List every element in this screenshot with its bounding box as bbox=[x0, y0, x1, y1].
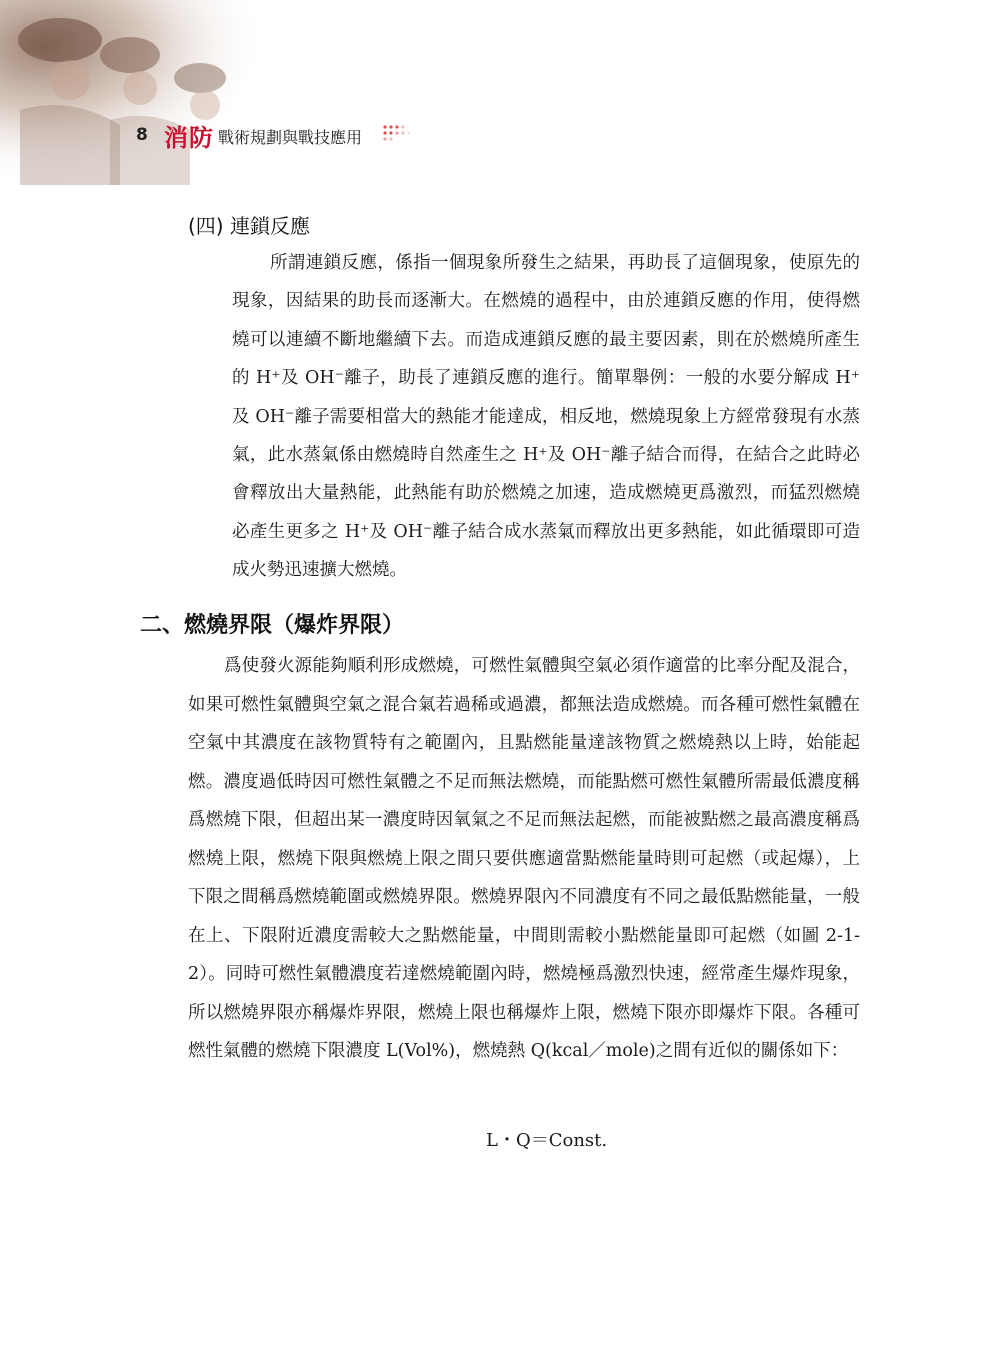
dot-grid-icon bbox=[382, 124, 410, 144]
section-paragraph: 爲使發火源能夠順利形成燃燒，可燃性氣體與空氣必須作適當的比率分配及混合，如果可燃性氣體與空氣之混合氣若過稀或過濃，都無法造成燃燒。而各種可燃性氣體在空氣中其濃度在該物質特有之範圍內，且點燃能量達該物質之燃燒熱以上時，始能起燃。濃度過低時因可燃性氣體之不足而無法燃燒，而能點燃可燃性氣體所需最低濃度稱爲燃燒下限，但超出某一濃度時因氧氣之不足而無法起燃，而能被點燃之最高濃度稱爲燃燒上限，燃燒下限與燃燒上限之間只要供應適當點燃能量時則可起燃（或起爆），上下限之間稱爲燃燒範圍或燃燒界限。燃燒界限內不同濃度有不同之最低點燃能量，一般在上、下限附近濃度需較大之點燃能量，中間則需較小點燃能量即可起燃（如圖 2-1-2）。同時可燃性氣體濃度若達燃燒範圍內時，燃燒極爲激烈快速，經常產生爆炸現象，所以燃燒界限亦稱爆炸界限，燃燒上限也稱爆炸上限，燃燒下限亦即爆炸下限。各種可燃性氣體的燃燒下限濃度 L(Vol%)，燃燒熱 Q(kcal／mole)之間有近似的關係如下： bbox=[188, 656, 860, 1061]
book-brand: 消防 bbox=[164, 123, 214, 152]
firefighters-photo-icon bbox=[0, 0, 600, 190]
subsection-title: (四) 連鎖反應 bbox=[188, 214, 310, 238]
formula: L・Q＝Const. bbox=[486, 1130, 608, 1151]
page-number: 8 bbox=[136, 125, 148, 145]
section-title: 二、燃燒界限（爆炸界限） bbox=[140, 612, 405, 638]
book-subtitle: 戰術規劃與戰技應用 bbox=[218, 128, 363, 147]
subsection-paragraph: 所謂連鎖反應，係指一個現象所發生之結果，再助長了這個現象，使原先的現象，因結果的助長而逐漸大。在燃燒的過程中，由於連鎖反應的作用，使得燃燒可以連續不斷地繼續下去。而造成連鎖反應的最主要因素，則在於燃燒所產生的 H⁺及 OH⁻離子，助長了連鎖反應的進行。簡單舉例：一般的水要分解成 H⁺及 OH⁻離子需要相當大的熱能才能達成，相反地，燃燒現象上方經常發現有水蒸氣，此水蒸氣係由燃燒時自然產生之 H⁺及 OH⁻離子結合而得，在結合之此時必會釋放出大量熱能，此熱能有助於燃燒之加速，造成燃燒更爲激烈，而猛烈燃燒必產生更多之 H⁺及 OH⁻離子結合成水蒸氣而釋放出更多熱能，如此循環即可造成火勢迅速擴大燃燒。 bbox=[232, 253, 860, 581]
